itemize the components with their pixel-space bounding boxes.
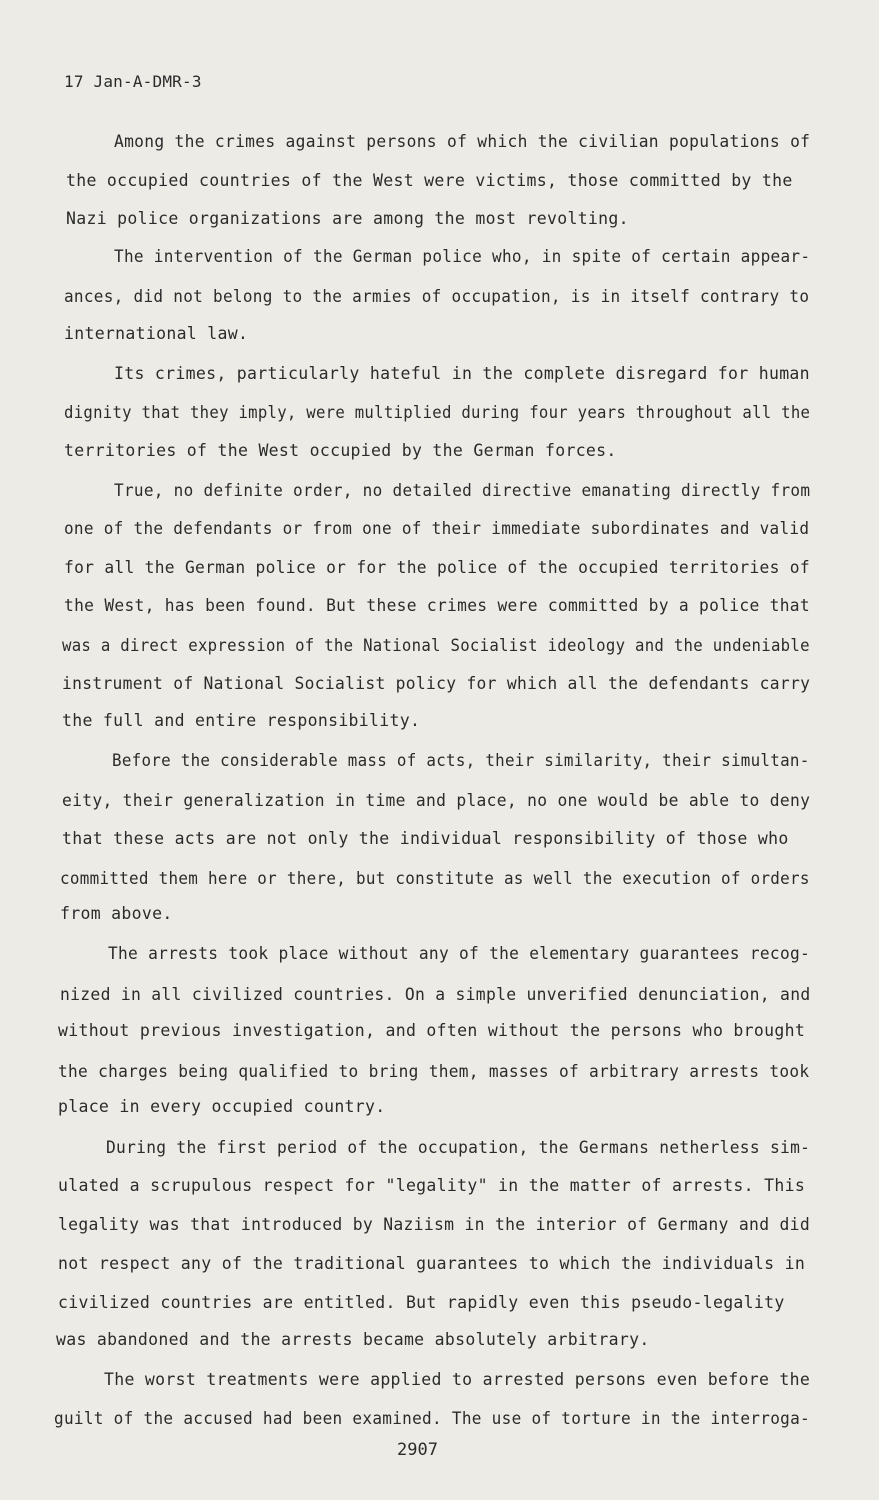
text-line: without previous investigation, and often without the persons who brought (58, 1021, 806, 1040)
text-line: committed them here or there, but constitute as well the execution of orders (60, 869, 810, 888)
text-line: the full and entire responsibility. (62, 711, 421, 730)
text-line: not respect any of the traditional guarantees to which the individuals in (58, 1254, 806, 1273)
text-line: Nazi police organizations are among the most revolting. (66, 209, 629, 228)
text-line: True, no definite order, no detailed directive emanating directly from (114, 481, 811, 500)
text-line: for all the German police or for the police of the occupied territories of (64, 558, 810, 577)
text-line: Before the considerable mass of acts, their similarity, their simultan- (112, 751, 810, 770)
text-line: guilt of the accused had been examined. The use of torture in the interroga- (54, 1409, 811, 1428)
text-line: nized in all civilized countries. On a simple unverified denunciation, and (60, 985, 811, 1004)
page-number: 2907 (397, 1440, 438, 1460)
text-line: Its crimes, particularly hateful in the complete disregard for human (114, 364, 810, 383)
text-line: The intervention of the German police who, in spite of certain appear- (114, 247, 811, 266)
text-line: was a direct expression of the National Socialist ideology and the undeniable (62, 636, 810, 655)
text-line: was abandoned and the arrests became absolutely arbitrary. (56, 1330, 650, 1349)
text-line: During the first period of the occupation, the Germans netherless sim- (106, 1138, 811, 1157)
text-line: from above. (60, 904, 173, 923)
text-line: the charges being qualified to bring them, masses of arbitrary arrests took (58, 1062, 810, 1081)
text-line: ances, did not belong to the armies of occupation, is in itself contrary to (64, 287, 810, 306)
text-line: international law. (64, 324, 249, 343)
text-line: that these acts are not only the individual responsibility of those who (62, 829, 789, 848)
text-line: the West, has been found. But these crimes were committed by a police that (64, 596, 810, 615)
text-line: ulated a scrupulous respect for "legality" in the matter of arrests. This (58, 1176, 806, 1195)
text-line: The worst treatments were applied to arrested persons even before the (104, 1370, 811, 1389)
document-header: 17 Jan-A-DMR-3 (64, 72, 202, 91)
text-line: instrument of National Socialist policy for which all the defendants carry (62, 674, 811, 693)
text-line: The arrests took place without any of the elementary guarantees recog- (108, 944, 811, 963)
text-line: territories of the West occupied by the German forces. (64, 441, 617, 460)
text-line: the occupied countries of the West were victims, those committed by the (66, 171, 793, 190)
text-line: legality was that introduced by Naziism in the interior of Germany and did (58, 1215, 811, 1234)
text-line: dignity that they imply, were multiplied during four years throughout all the (64, 403, 811, 422)
text-line: place in every occupied country. (58, 1097, 386, 1116)
text-line: eity, their generalization in time and place, no one would be able to deny (62, 791, 811, 810)
text-line: one of the defendants or from one of their immediate subordinates and valid (64, 519, 810, 538)
text-line: Among the crimes against persons of which the civilian populations of (114, 132, 811, 151)
text-line: civilized countries are entitled. But rapidly even this pseudo-legality (58, 1293, 785, 1312)
